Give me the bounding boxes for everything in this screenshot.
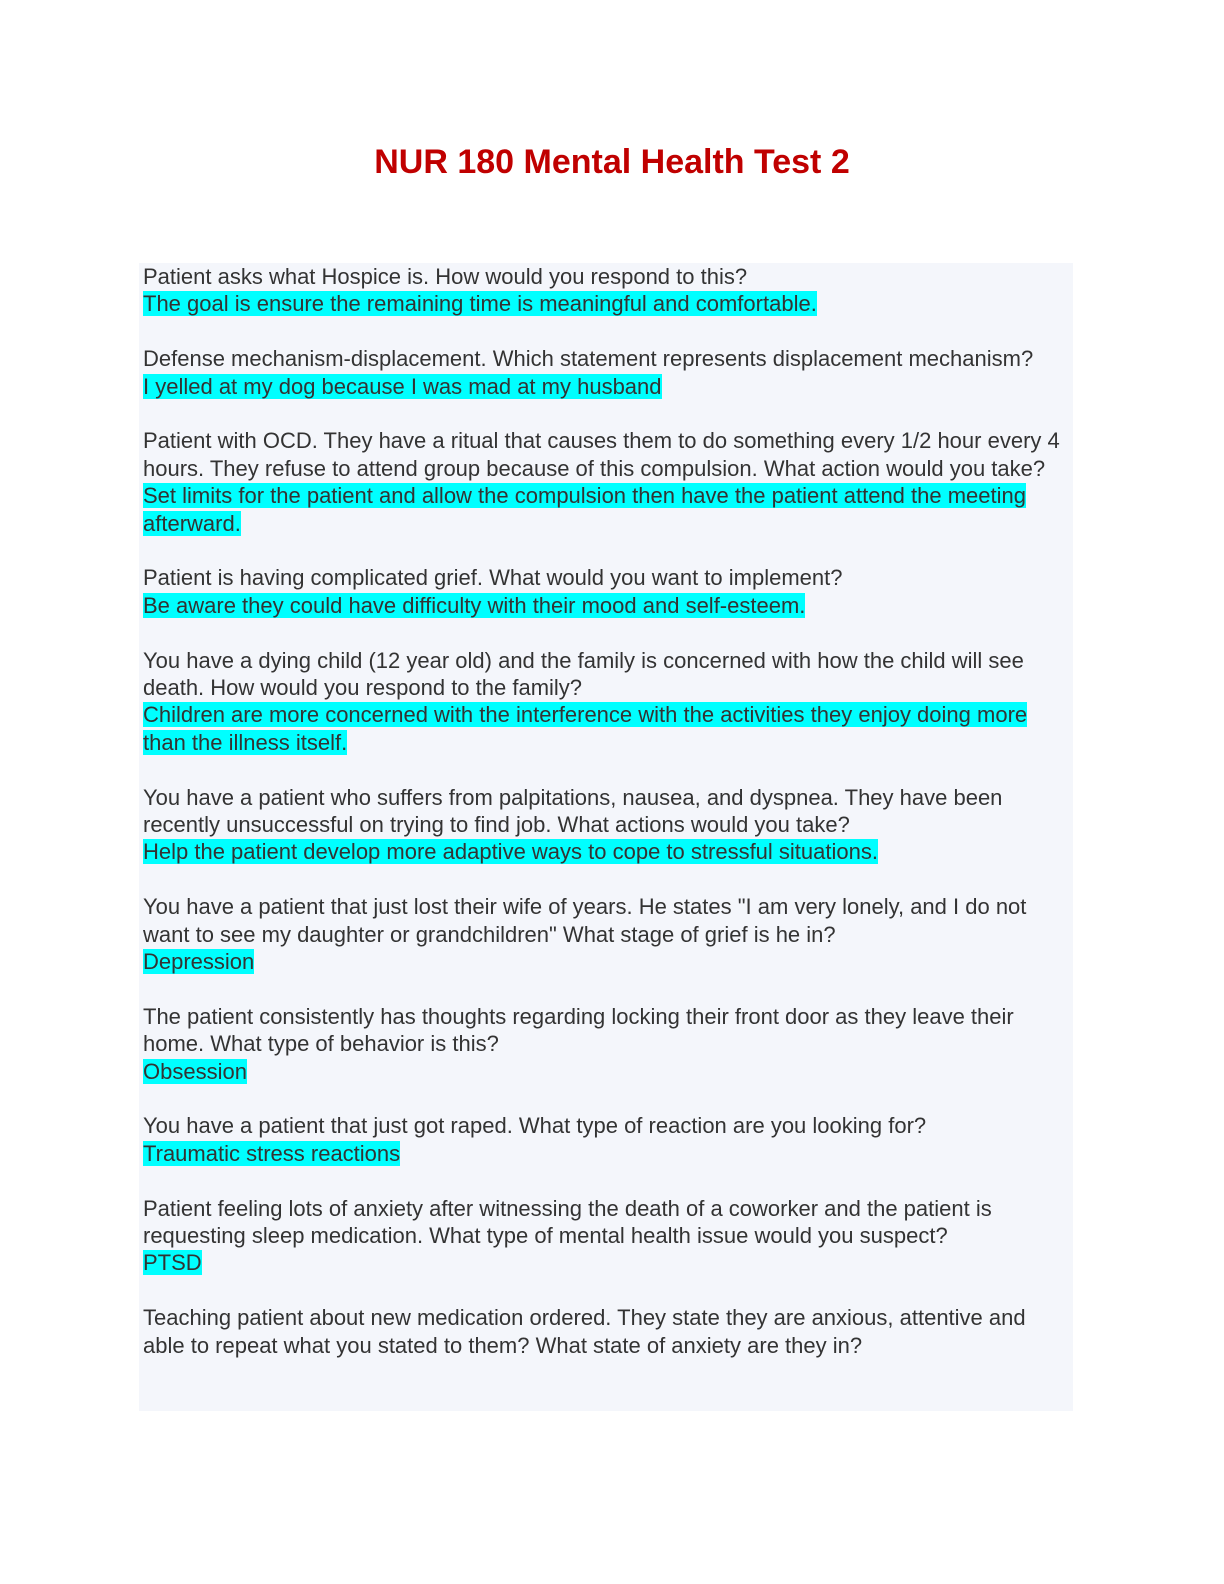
question-text: You have a dying child (12 year old) and the family is concerned with how the child will see death. How would you respond to the family? [143, 647, 1024, 701]
answer-highlight: Traumatic stress reactions [143, 1140, 401, 1166]
answer-highlight: PTSD [143, 1250, 202, 1276]
qa-item [143, 1304, 1071, 1359]
answer-highlight: Help the patient develop more adaptive ways to cope to stressful situations. [143, 839, 878, 865]
qa-item [143, 1003, 1071, 1085]
question-text: Patient feeling lots of anxiety after witnessing the death of a coworker and the patient is requesting sleep medication. What type of mental health issue would you suspect? [143, 1195, 992, 1249]
question-text: You have a patient that just lost their wife of years. He states "I am very lonely, and I do not want to see my daughter or grandchildren" What stage of grief is he in? [143, 894, 1027, 947]
question-text: Patient asks what Hospice is. How would you respond to this? [143, 264, 748, 289]
answer-line [143, 482, 1071, 537]
answer-line [143, 290, 1071, 317]
answer-highlight: Obsession [143, 1058, 247, 1084]
answer-line [143, 592, 1071, 619]
question-text: You have a patient that just got raped. What type of reaction are you looking for? [143, 1113, 927, 1139]
page-title: NUR 180 Mental Health Test 2 [374, 143, 850, 181]
qa-list [143, 263, 1071, 1386]
qa-item [143, 263, 1071, 318]
answer-line [143, 1249, 1071, 1276]
answer-highlight: Children are more concerned with the interference with the activities they enjoy doing more than the illness itself. [143, 702, 1028, 755]
question-text: The patient consistently has thoughts regarding locking their front door as they leave their home. What type of behavior is this? [143, 1003, 1014, 1057]
question-text: You have a patient who suffers from palpitations, nausea, and dyspnea. They have been recently unsuccessful on trying to find job. What actions would you take? [143, 784, 1003, 838]
question-text: Patient is having complicated grief. What would you want to implement? [143, 565, 843, 591]
qa-item [143, 564, 1071, 619]
answer-highlight: Be aware they could have difficulty with their mood and self-esteem. [143, 592, 806, 618]
question-text: Patient with OCD. They have a ritual that causes them to do something every 1/2 hour every 4 hours. They refuse to attend group because of this compulsion. What action would you take? [143, 428, 1060, 481]
answer-highlight: Depression [143, 949, 255, 975]
qa-item [143, 784, 1071, 866]
answer-line [143, 948, 1071, 975]
question-text: Teaching patient about new medication ordered. They state they are anxious, attentive and able to repeat what you stated to them? What state of anxiety are they in? [143, 1305, 1026, 1358]
qa-item [143, 427, 1071, 537]
answer-highlight: The goal is ensure the remaining time is meaningful and comfortable. [143, 291, 817, 317]
answer-line [143, 1058, 1071, 1085]
answer-highlight: I yelled at my dog because I was mad at my husband [143, 373, 662, 399]
qa-item [143, 345, 1071, 400]
answer-highlight: Set limits for the patient and allow the compulsion then have the patient attend the meeting afterward. [143, 483, 1026, 536]
qa-item [143, 1195, 1071, 1277]
answer-line [143, 838, 1071, 865]
answer-line [143, 373, 1071, 400]
answer-line [143, 1140, 1071, 1167]
qa-item [143, 893, 1071, 975]
question-text: Defense mechanism-displacement. Which statement represents displacement mechanism? [143, 346, 1034, 372]
qa-item [143, 647, 1071, 757]
answer-line [143, 701, 1071, 756]
qa-item [143, 1112, 1071, 1167]
